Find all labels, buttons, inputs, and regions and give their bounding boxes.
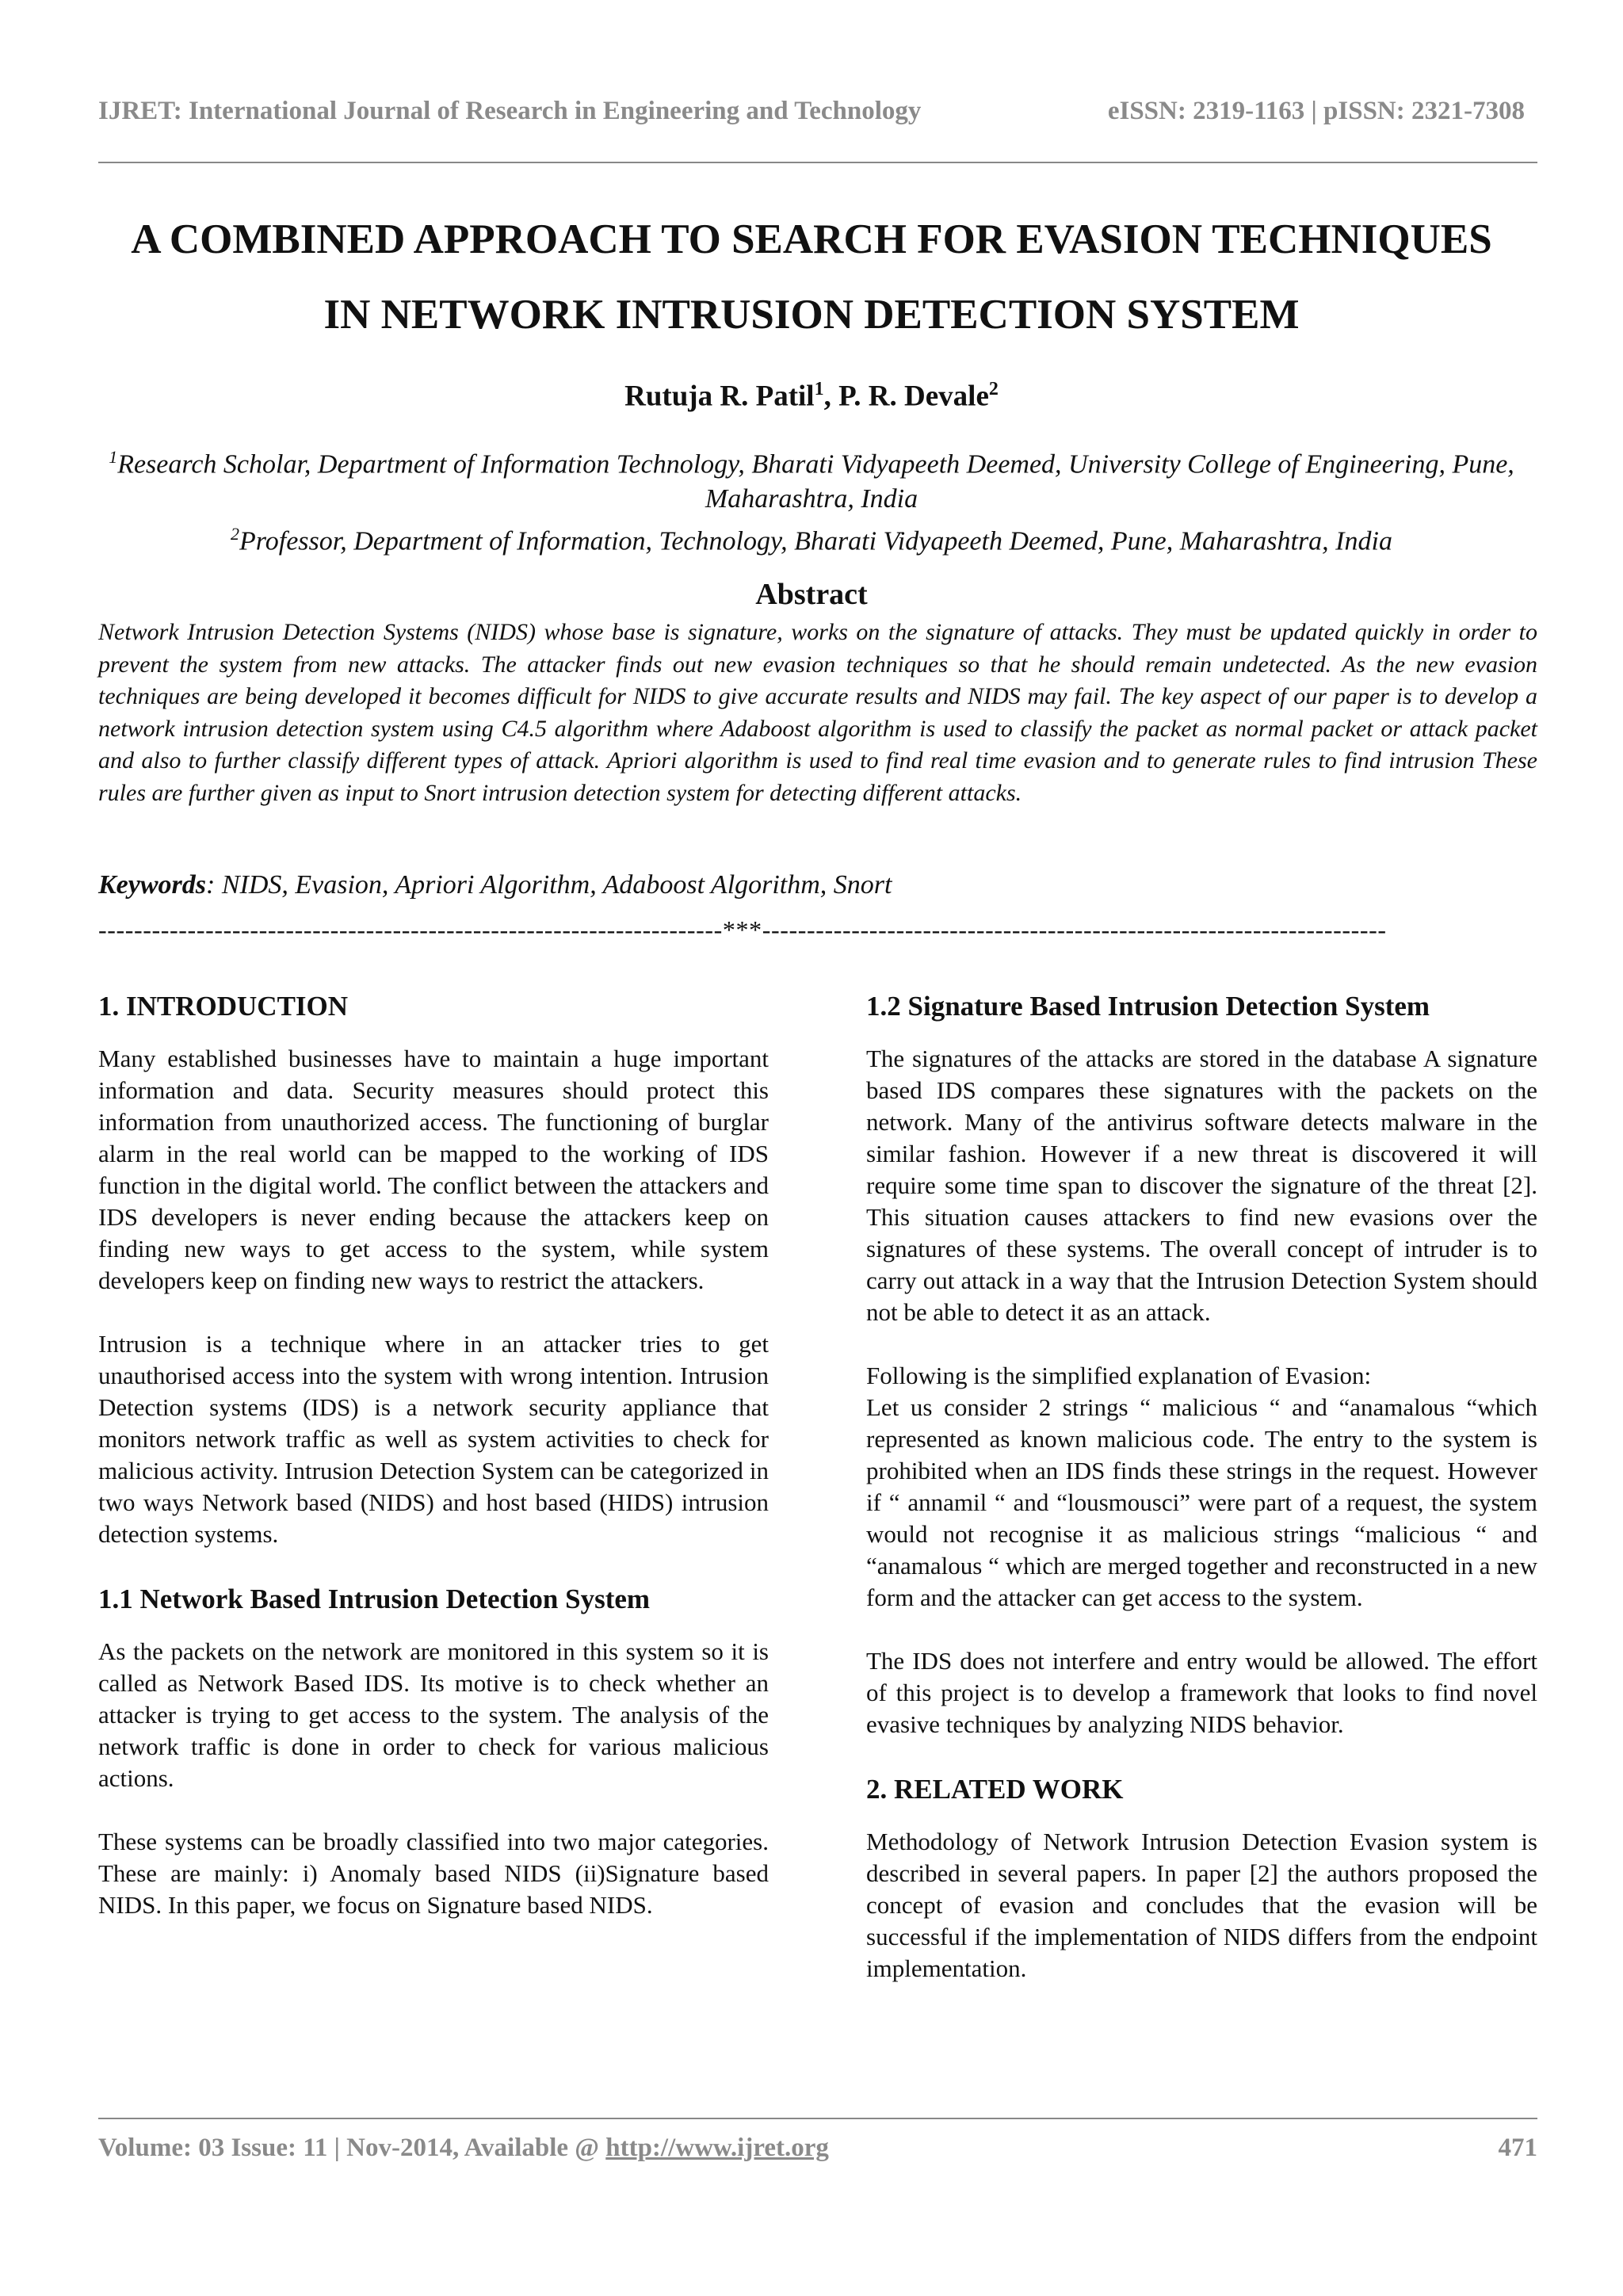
journal-link[interactable]: http://www.ijret.org [605,2134,829,2162]
author-separator: , [823,380,839,413]
signature-paragraph-3: The IDS does not interfere and entry would be allowed. The effort of this project is to develop a framework that looks to find novel evasive techniques by analyzing NIDS behavior. [866,1647,1537,1738]
footer-volume-text: Volume: 03 Issue: 11 | Nov-2014, Available @ [98,2134,606,2162]
affiliation-2 [98,517,1525,559]
affiliation-1-text: Research Scholar, Department of Information Technology, Bharati Vidyapeeth Deemed, University College of Engineering, Pune, Maharashtra, India [117,449,1514,514]
section-separator: ----------------------------------------------------------------------***---------------------------------------------------------------------- [98,915,1387,944]
affiliation-2-text: Professor, Department of Information, Technology, Bharati Vidyapeeth Deemed, Pune, Maharashtra, India [239,526,1392,556]
page-footer [98,2134,1537,2163]
title-line-2: IN NETWORK INTRUSION DETECTION SYSTEM [323,292,1300,338]
signature-paragraph-1: The signatures of the attacks are stored in the database A signature based IDS compares these signatures with the packets on the network. Many of the antivirus software detects malware in the similar fashion. However if a new threat is discovered it will require some time span to discover the signature of the threat [2]. This situation causes attackers to find new evasions over the signatures of these systems. The overall concept of intruder is to carry out attack in a way that the Intrusion Detection System should not be able to detect it as an attack. [866,1045,1537,1326]
related-work-heading: 2. RELATED WORK [866,1774,1124,1805]
introduction-paragraph-2: Intrusion is a technique where in an attacker tries to get unauthorised access into the system with wrong intention. Intrusion Detection systems (IDS) is a network security appliance that monitors network traffic as well as system activities to check for malicious activity. Intrusion Detection System can be categorized in two ways Network based (NIDS) and host based (HIDS) intrusion detection systems. [98,1330,769,1548]
author-2-sup: 2 [988,379,999,399]
abstract-text: Network Intrusion Detection Systems (NIDS) whose base is signature, works on the signature of attacks. They must be updated quickly in order to prevent the system from new attacks. The attacker finds out new evasion techniques so that he should remain undetected. As the new evasion techniques are being developed it becomes difficult for NIDS to give accurate results and NIDS may fail. The key aspect of our paper is to develop a network intrusion detection system using C4.5 algorithm where Adaboost algorithm is used to classify the packet as normal packet or attack packet and also to further classify different types of attack. Apriori algorithm is used to find real time evasion and to generate rules to find intrusion These rules are further given as input to Snort intrusion detection system for detecting different attacks. [98,619,1537,806]
keywords-label: Keywords [98,870,206,900]
page-header [98,97,1525,126]
title-line-1: A COMBINED APPROACH TO SEARCH FOR EVASION TECHNIQUES [131,216,1492,262]
introduction-paragraph-1: Many established businesses have to maintain a huge important information and data. Security measures should protect this information from unauthorized access. The functioning of burglar alarm in the real world can be mapped to the working of IDS function in the digital world. The conflict between the attackers and IDS developers is never ending because the attackers keep on finding new ways to get access to the system, while system developers keep on finding new ways to restrict the attackers. [98,1045,769,1294]
affiliation-1 [98,440,1525,517]
keywords [98,870,1537,900]
nids-paragraph-1: As the packets on the network are monitored in this system so it is called as Network Based IDS. Its motive is to check whether an attacker is trying to get access to the system. The analysis of the network traffic is done in order to check for various malicious actions. [98,1637,769,1792]
authors [79,379,1544,413]
evasion-intro-line: Following is the simplified explanation of Evasion: [866,1362,1372,1389]
abstract-heading: Abstract [755,578,868,611]
left-column [98,989,769,1953]
signature-ids-heading: 1.2 Signature Based Intrusion Detection System [866,991,1430,1022]
header-rule [98,162,1537,163]
page-number: 471 [1498,2134,1537,2162]
journal-name: IJRET: International Journal of Research in Engineering and Technology [98,97,922,125]
introduction-heading: 1. INTRODUCTION [98,991,349,1022]
affiliation-1-sup: 1 [109,447,118,467]
nids-heading: 1.1 Network Based Intrusion Detection System [98,1584,651,1614]
paper-title [79,202,1544,353]
author-1: Rutuja R. Patil [624,380,815,413]
signature-paragraph-2: Let us consider 2 strings “ malicious “ and “anamalous “which represented as known malicious code. The entry to the system is prohibited when an IDS finds these strings in the request. However if “ annamil “ and “lousmousci” were part of a request, the system would not recognise it as malicious strings “malicious “ and “anamalous “ which are merged together and reconstructed in a new form and the attacker can get access to the system. [866,1393,1537,1611]
keywords-text: : NIDS, Evasion, Apriori Algorithm, Adaboost Algorithm, Snort [206,870,892,900]
footer-volume [98,2134,829,2163]
affiliations [98,440,1525,560]
author-2: P. R. Devale [838,380,989,413]
footer-rule [98,2118,1537,2119]
issn: eISSN: 2319-1163 | pISSN: 2321-7308 [1107,97,1525,125]
right-column [866,989,1537,2016]
related-work-paragraph-1: Methodology of Network Intrusion Detection Evasion system is described in several papers. In paper [2] the authors proposed the concept of evasion and concludes that the evasion will be successful if the implementation of NIDS differs from the endpoint implementation. [866,1828,1537,1982]
nids-paragraph-2: These systems can be broadly classified into two major categories. These are mainly: i) Anomaly based NIDS (ii)Signature based NIDS. In this paper, we focus on Signature based NIDS. [98,1828,769,1919]
author-1-sup: 1 [814,379,824,399]
affiliation-2-sup: 2 [231,524,240,544]
